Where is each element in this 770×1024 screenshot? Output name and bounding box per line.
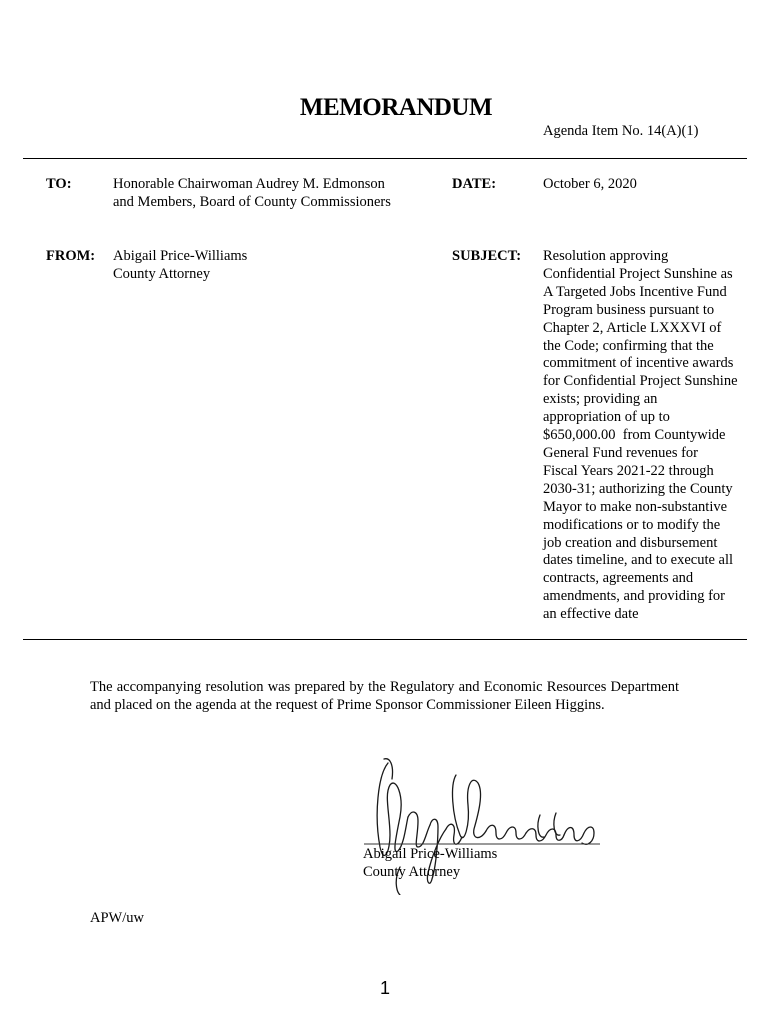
signature-block (363, 845, 497, 881)
to-line-2: and Members, Board of County Commissioners (113, 193, 391, 210)
agenda-item-number: Agenda Item No. 14(A)(1) (543, 123, 699, 139)
to-label: TO: (46, 176, 72, 192)
to-recipient (113, 176, 443, 212)
subject-line: appropriation of up to (543, 409, 670, 426)
subject-line: the Code; confirming that the (543, 337, 714, 354)
subject-line: job creation and disbursement (543, 534, 718, 551)
bottom-divider (23, 639, 747, 640)
subject-line: for Confidential Project Sunshine (543, 373, 738, 390)
date-value: October 6, 2020 (543, 176, 637, 192)
subject-label: SUBJECT: (452, 248, 522, 264)
from-label: FROM: (46, 248, 96, 264)
subject-line: exists; providing an (543, 391, 658, 408)
signatory-title: County Attorney (363, 864, 461, 880)
subject-line: General Fund revenues for (543, 444, 699, 461)
to-line-1: Honorable Chairwoman Audrey M. Edmonson (113, 176, 385, 192)
subject-line: contracts, agreements and (543, 570, 694, 587)
subject-line: dates timeline, and to execute all (543, 552, 734, 569)
subject-line: Resolution approving (543, 248, 669, 264)
date-label: DATE: (452, 176, 497, 192)
subject-line: commitment of incentive awards (543, 355, 734, 372)
subject-line: amendments, and providing for (543, 588, 726, 605)
subject-line: an effective date (543, 606, 639, 623)
subject-text (543, 248, 753, 624)
memo-title: MEMORANDUM (299, 94, 493, 121)
top-divider (23, 158, 747, 159)
subject-line: 2030-31; authorizing the County (543, 480, 733, 497)
subject-line: modifications or to modify the (543, 516, 721, 533)
subject-line: A Targeted Jobs Incentive Fund (543, 283, 727, 300)
from-line-1: Abigail Price-Williams (113, 248, 248, 264)
subject-line: Chapter 2, Article LXXXVI of (543, 319, 722, 336)
from-sender (113, 248, 443, 284)
subject-line: Fiscal Years 2021-22 through (543, 462, 714, 479)
page-number: 1 (379, 978, 390, 998)
subject-line: Mayor to make non-substantive (543, 498, 728, 515)
subject-line: Confidential Project Sunshine as (543, 265, 733, 282)
signatory-name: Abigail Price-Williams (363, 846, 498, 862)
typist-initials: APW/uw (90, 910, 144, 926)
subject-line: Program business pursuant to (543, 301, 715, 318)
subject-line: $650,000.00 from Countywide (543, 427, 726, 444)
body-paragraph: The accompanying resolution was prepared by the Regulatory and Economic Resources Department and placed on the agenda at the request of Prime Sponsor Commissioner Eileen Higgins. (90, 679, 679, 713)
from-line-2: County Attorney (113, 265, 211, 282)
